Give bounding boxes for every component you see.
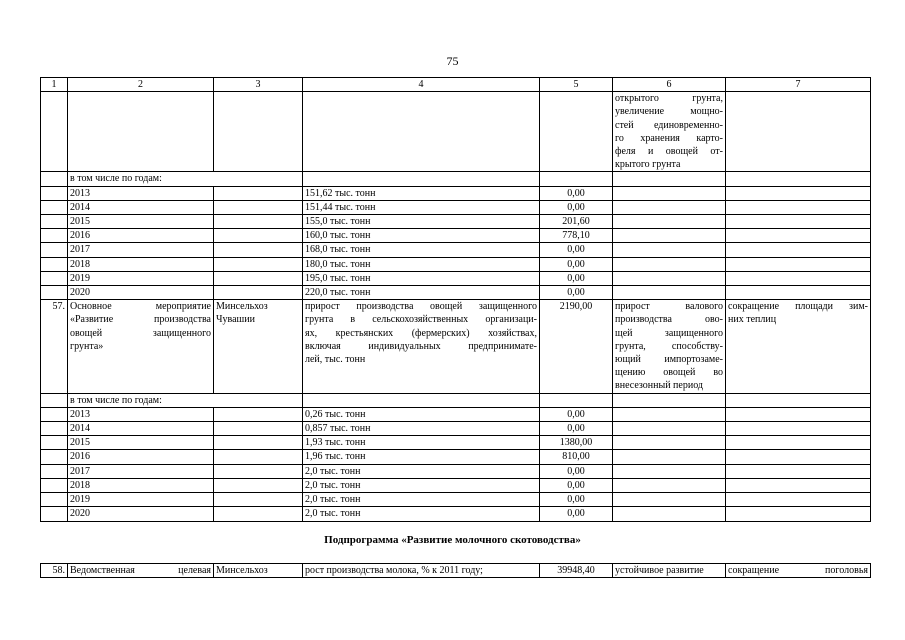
indicator-value: 1,96 тыс. тонн xyxy=(303,450,540,464)
indicator-value: 220,0 тыс. тонн xyxy=(303,286,540,300)
empty-cell xyxy=(613,464,726,478)
expected-result: устойчивое развитие xyxy=(613,564,726,578)
year-row xyxy=(41,186,871,200)
indicator-value: 0,857 тыс. тонн xyxy=(303,422,540,436)
year: 2013 xyxy=(68,407,214,421)
expected-result-line: грунта, способству- xyxy=(615,340,723,352)
year-row xyxy=(41,200,871,214)
empty-cell xyxy=(726,257,871,271)
expected-result-line: открытого грунта, xyxy=(615,93,723,105)
empty-cell xyxy=(41,393,68,407)
year: 2015 xyxy=(68,436,214,450)
empty-cell xyxy=(214,257,303,271)
empty-cell xyxy=(613,436,726,450)
year-row xyxy=(41,215,871,229)
empty-cell xyxy=(214,436,303,450)
expected-result xyxy=(613,300,726,393)
empty-cell xyxy=(726,478,871,492)
empty-cell xyxy=(41,257,68,271)
empty-cell xyxy=(214,92,303,172)
continuation-row xyxy=(41,92,871,172)
empty-cell xyxy=(726,393,871,407)
event-name-line: грунта» xyxy=(70,340,104,352)
column-header: 7 xyxy=(726,78,871,92)
year-row xyxy=(41,271,871,285)
effect-line: сокращение площади зим- xyxy=(728,301,868,313)
amount: 0,00 xyxy=(540,186,613,200)
amount: 0,00 xyxy=(540,478,613,492)
indicator: рост производства молока, % к 2011 году; xyxy=(303,564,540,578)
page-number: 75 xyxy=(446,54,459,68)
empty-cell xyxy=(613,493,726,507)
year: 2014 xyxy=(68,422,214,436)
empty-cell xyxy=(214,271,303,285)
empty-cell xyxy=(613,271,726,285)
expected-result-line: щению овощей во xyxy=(615,367,723,379)
column-header: 1 xyxy=(41,78,68,92)
indicator-line: лей, тыс. тонн xyxy=(305,354,366,366)
year: 2020 xyxy=(68,286,214,300)
event-name-line: Основное мероприятие xyxy=(70,301,211,313)
amount: 810,00 xyxy=(540,450,613,464)
table-row-58 xyxy=(41,564,871,578)
amount: 0,00 xyxy=(540,407,613,421)
year-row xyxy=(41,229,871,243)
indicator-value: 2,0 тыс. тонн xyxy=(303,464,540,478)
empty-cell xyxy=(613,172,726,186)
column-header: 5 xyxy=(540,78,613,92)
empty-cell xyxy=(214,493,303,507)
year: 2014 xyxy=(68,200,214,214)
empty-cell xyxy=(214,507,303,521)
year-row xyxy=(41,436,871,450)
amount: 778,10 xyxy=(540,229,613,243)
column-header: 2 xyxy=(68,78,214,92)
empty-cell xyxy=(613,422,726,436)
expected-result-line: стей единовременно- xyxy=(615,119,723,131)
year: 2016 xyxy=(68,450,214,464)
empty-cell xyxy=(41,200,68,214)
indicator-value: 0,26 тыс. тонн xyxy=(303,407,540,421)
indicator-value: 168,0 тыс. тонн xyxy=(303,243,540,257)
indicator-value: 155,0 тыс. тонн xyxy=(303,215,540,229)
years-label-row xyxy=(41,393,871,407)
event-name-line: овощей защищенного xyxy=(70,327,211,339)
executor-line: Минсельхоз xyxy=(216,301,268,313)
empty-cell xyxy=(41,286,68,300)
column-header: 3 xyxy=(214,78,303,92)
amount: 0,00 xyxy=(540,200,613,214)
year: 2017 xyxy=(68,243,214,257)
executor-line: Чувашии xyxy=(216,314,255,326)
expected-result xyxy=(613,92,726,172)
empty-cell xyxy=(214,286,303,300)
subprogram-title: Подпрограмма «Развитие молочного скотоводства» xyxy=(324,534,581,546)
empty-cell xyxy=(613,243,726,257)
year: 2018 xyxy=(68,478,214,492)
empty-cell xyxy=(726,422,871,436)
year: 2013 xyxy=(68,186,214,200)
years-label-row xyxy=(41,172,871,186)
empty-cell xyxy=(214,478,303,492)
year-row xyxy=(41,257,871,271)
column-header: 6 xyxy=(613,78,726,92)
empty-cell xyxy=(41,172,68,186)
empty-cell xyxy=(214,422,303,436)
empty-cell xyxy=(303,92,540,172)
expected-result-line: внесезонный период xyxy=(615,380,703,392)
indicator-line: прирост производства овощей защищенного xyxy=(305,301,537,313)
amount: 201,60 xyxy=(540,215,613,229)
empty-cell xyxy=(726,493,871,507)
expected-result-line: крытого грунта xyxy=(615,159,681,171)
amount: 0,00 xyxy=(540,422,613,436)
empty-cell xyxy=(726,407,871,421)
empty-cell xyxy=(726,172,871,186)
empty-cell xyxy=(613,286,726,300)
empty-cell xyxy=(303,393,540,407)
empty-cell xyxy=(41,422,68,436)
empty-cell xyxy=(214,407,303,421)
empty-cell xyxy=(726,271,871,285)
indicator-line: включая индивидуальных предпринимате- xyxy=(305,340,537,352)
event-name-line: «Развитие производства xyxy=(70,314,211,326)
year-row xyxy=(41,243,871,257)
year-row xyxy=(41,507,871,521)
empty-cell xyxy=(613,229,726,243)
empty-cell xyxy=(726,215,871,229)
empty-cell xyxy=(41,464,68,478)
amount: 0,00 xyxy=(540,286,613,300)
year-row xyxy=(41,422,871,436)
effect-line: них теплиц xyxy=(728,314,777,326)
empty-cell xyxy=(41,215,68,229)
expected-result-line: производства ово- xyxy=(615,314,723,326)
empty-cell xyxy=(726,243,871,257)
empty-cell xyxy=(214,215,303,229)
expected-result-line: ющий импортозаме- xyxy=(615,354,723,366)
amount: 0,00 xyxy=(540,464,613,478)
indicator-value: 2,0 тыс. тонн xyxy=(303,507,540,521)
column-header: 4 xyxy=(303,78,540,92)
empty-cell xyxy=(726,464,871,478)
empty-cell xyxy=(613,393,726,407)
amount: 0,00 xyxy=(540,493,613,507)
expected-result-line: щей защищенного xyxy=(615,327,723,339)
amount: 0,00 xyxy=(540,243,613,257)
effect xyxy=(726,300,871,393)
year: 2019 xyxy=(68,271,214,285)
empty-cell xyxy=(613,257,726,271)
executor: Минсельхоз xyxy=(214,564,303,578)
indicator-value: 1,93 тыс. тонн xyxy=(303,436,540,450)
empty-cell xyxy=(613,407,726,421)
empty-cell xyxy=(613,200,726,214)
empty-cell xyxy=(214,450,303,464)
empty-cell xyxy=(41,450,68,464)
year-row xyxy=(41,407,871,421)
empty-cell xyxy=(68,92,214,172)
indicator-value: 2,0 тыс. тонн xyxy=(303,493,540,507)
expected-result-line: прирост валового xyxy=(615,301,723,313)
event-name: Ведомственная целевая xyxy=(68,564,214,578)
empty-cell xyxy=(41,493,68,507)
years-label: в том числе по годам: xyxy=(68,172,303,186)
amount: 2190,00 xyxy=(540,300,613,393)
empty-cell xyxy=(41,229,68,243)
empty-cell xyxy=(613,450,726,464)
empty-cell xyxy=(214,186,303,200)
empty-cell xyxy=(214,464,303,478)
indicator-value: 151,44 тыс. тонн xyxy=(303,200,540,214)
year: 2015 xyxy=(68,215,214,229)
empty-cell xyxy=(726,186,871,200)
amount: 39948,40 xyxy=(540,564,613,578)
expected-result-line: го хранения карто- xyxy=(615,132,723,144)
empty-cell xyxy=(613,215,726,229)
empty-cell xyxy=(214,243,303,257)
empty-cell xyxy=(726,92,871,172)
indicator-value: 160,0 тыс. тонн xyxy=(303,229,540,243)
year-row xyxy=(41,478,871,492)
effect: сокращение поголовья xyxy=(726,564,871,578)
empty-cell xyxy=(41,271,68,285)
year: 2019 xyxy=(68,493,214,507)
empty-cell xyxy=(303,172,540,186)
year: 2018 xyxy=(68,257,214,271)
indicator-value: 195,0 тыс. тонн xyxy=(303,271,540,285)
empty-cell xyxy=(613,507,726,521)
empty-cell xyxy=(726,229,871,243)
amount: 0,00 xyxy=(540,257,613,271)
year-row xyxy=(41,286,871,300)
years-label: в том числе по годам: xyxy=(68,393,303,407)
expected-result-line: феля и овощей от- xyxy=(615,146,723,158)
empty-cell xyxy=(214,200,303,214)
empty-cell xyxy=(540,172,613,186)
indicator-line: ях, крестьянских (фермерских) хозяйствах, xyxy=(305,327,537,339)
empty-cell xyxy=(41,478,68,492)
empty-cell xyxy=(613,186,726,200)
program-table xyxy=(40,77,871,522)
empty-cell xyxy=(726,436,871,450)
year: 2020 xyxy=(68,507,214,521)
empty-cell xyxy=(41,436,68,450)
empty-cell xyxy=(726,507,871,521)
empty-cell xyxy=(41,407,68,421)
year: 2017 xyxy=(68,464,214,478)
empty-cell xyxy=(214,229,303,243)
expected-result-line: увеличение мощно- xyxy=(615,106,723,118)
empty-cell xyxy=(613,478,726,492)
indicator xyxy=(303,300,540,393)
empty-cell xyxy=(540,92,613,172)
empty-cell xyxy=(726,200,871,214)
year-row xyxy=(41,493,871,507)
empty-cell xyxy=(41,243,68,257)
table-row-57 xyxy=(41,300,871,393)
empty-cell xyxy=(41,186,68,200)
year: 2016 xyxy=(68,229,214,243)
indicator-value: 180,0 тыс. тонн xyxy=(303,257,540,271)
year-row xyxy=(41,464,871,478)
row-number: 57. xyxy=(41,300,68,393)
executor xyxy=(214,300,303,393)
empty-cell xyxy=(726,286,871,300)
amount: 1380,00 xyxy=(540,436,613,450)
indicator-value: 2,0 тыс. тонн xyxy=(303,478,540,492)
empty-cell xyxy=(726,450,871,464)
amount: 0,00 xyxy=(540,507,613,521)
empty-cell xyxy=(540,393,613,407)
event-name xyxy=(68,300,214,393)
subprogram-table xyxy=(40,563,871,578)
row-number: 58. xyxy=(41,564,68,578)
indicator-value: 151,62 тыс. тонн xyxy=(303,186,540,200)
year-row xyxy=(41,450,871,464)
header-row xyxy=(41,78,871,92)
empty-cell xyxy=(41,92,68,172)
empty-cell xyxy=(41,507,68,521)
indicator-line: грунта в сельскохозяйственных организаци- xyxy=(305,314,537,326)
amount: 0,00 xyxy=(540,271,613,285)
